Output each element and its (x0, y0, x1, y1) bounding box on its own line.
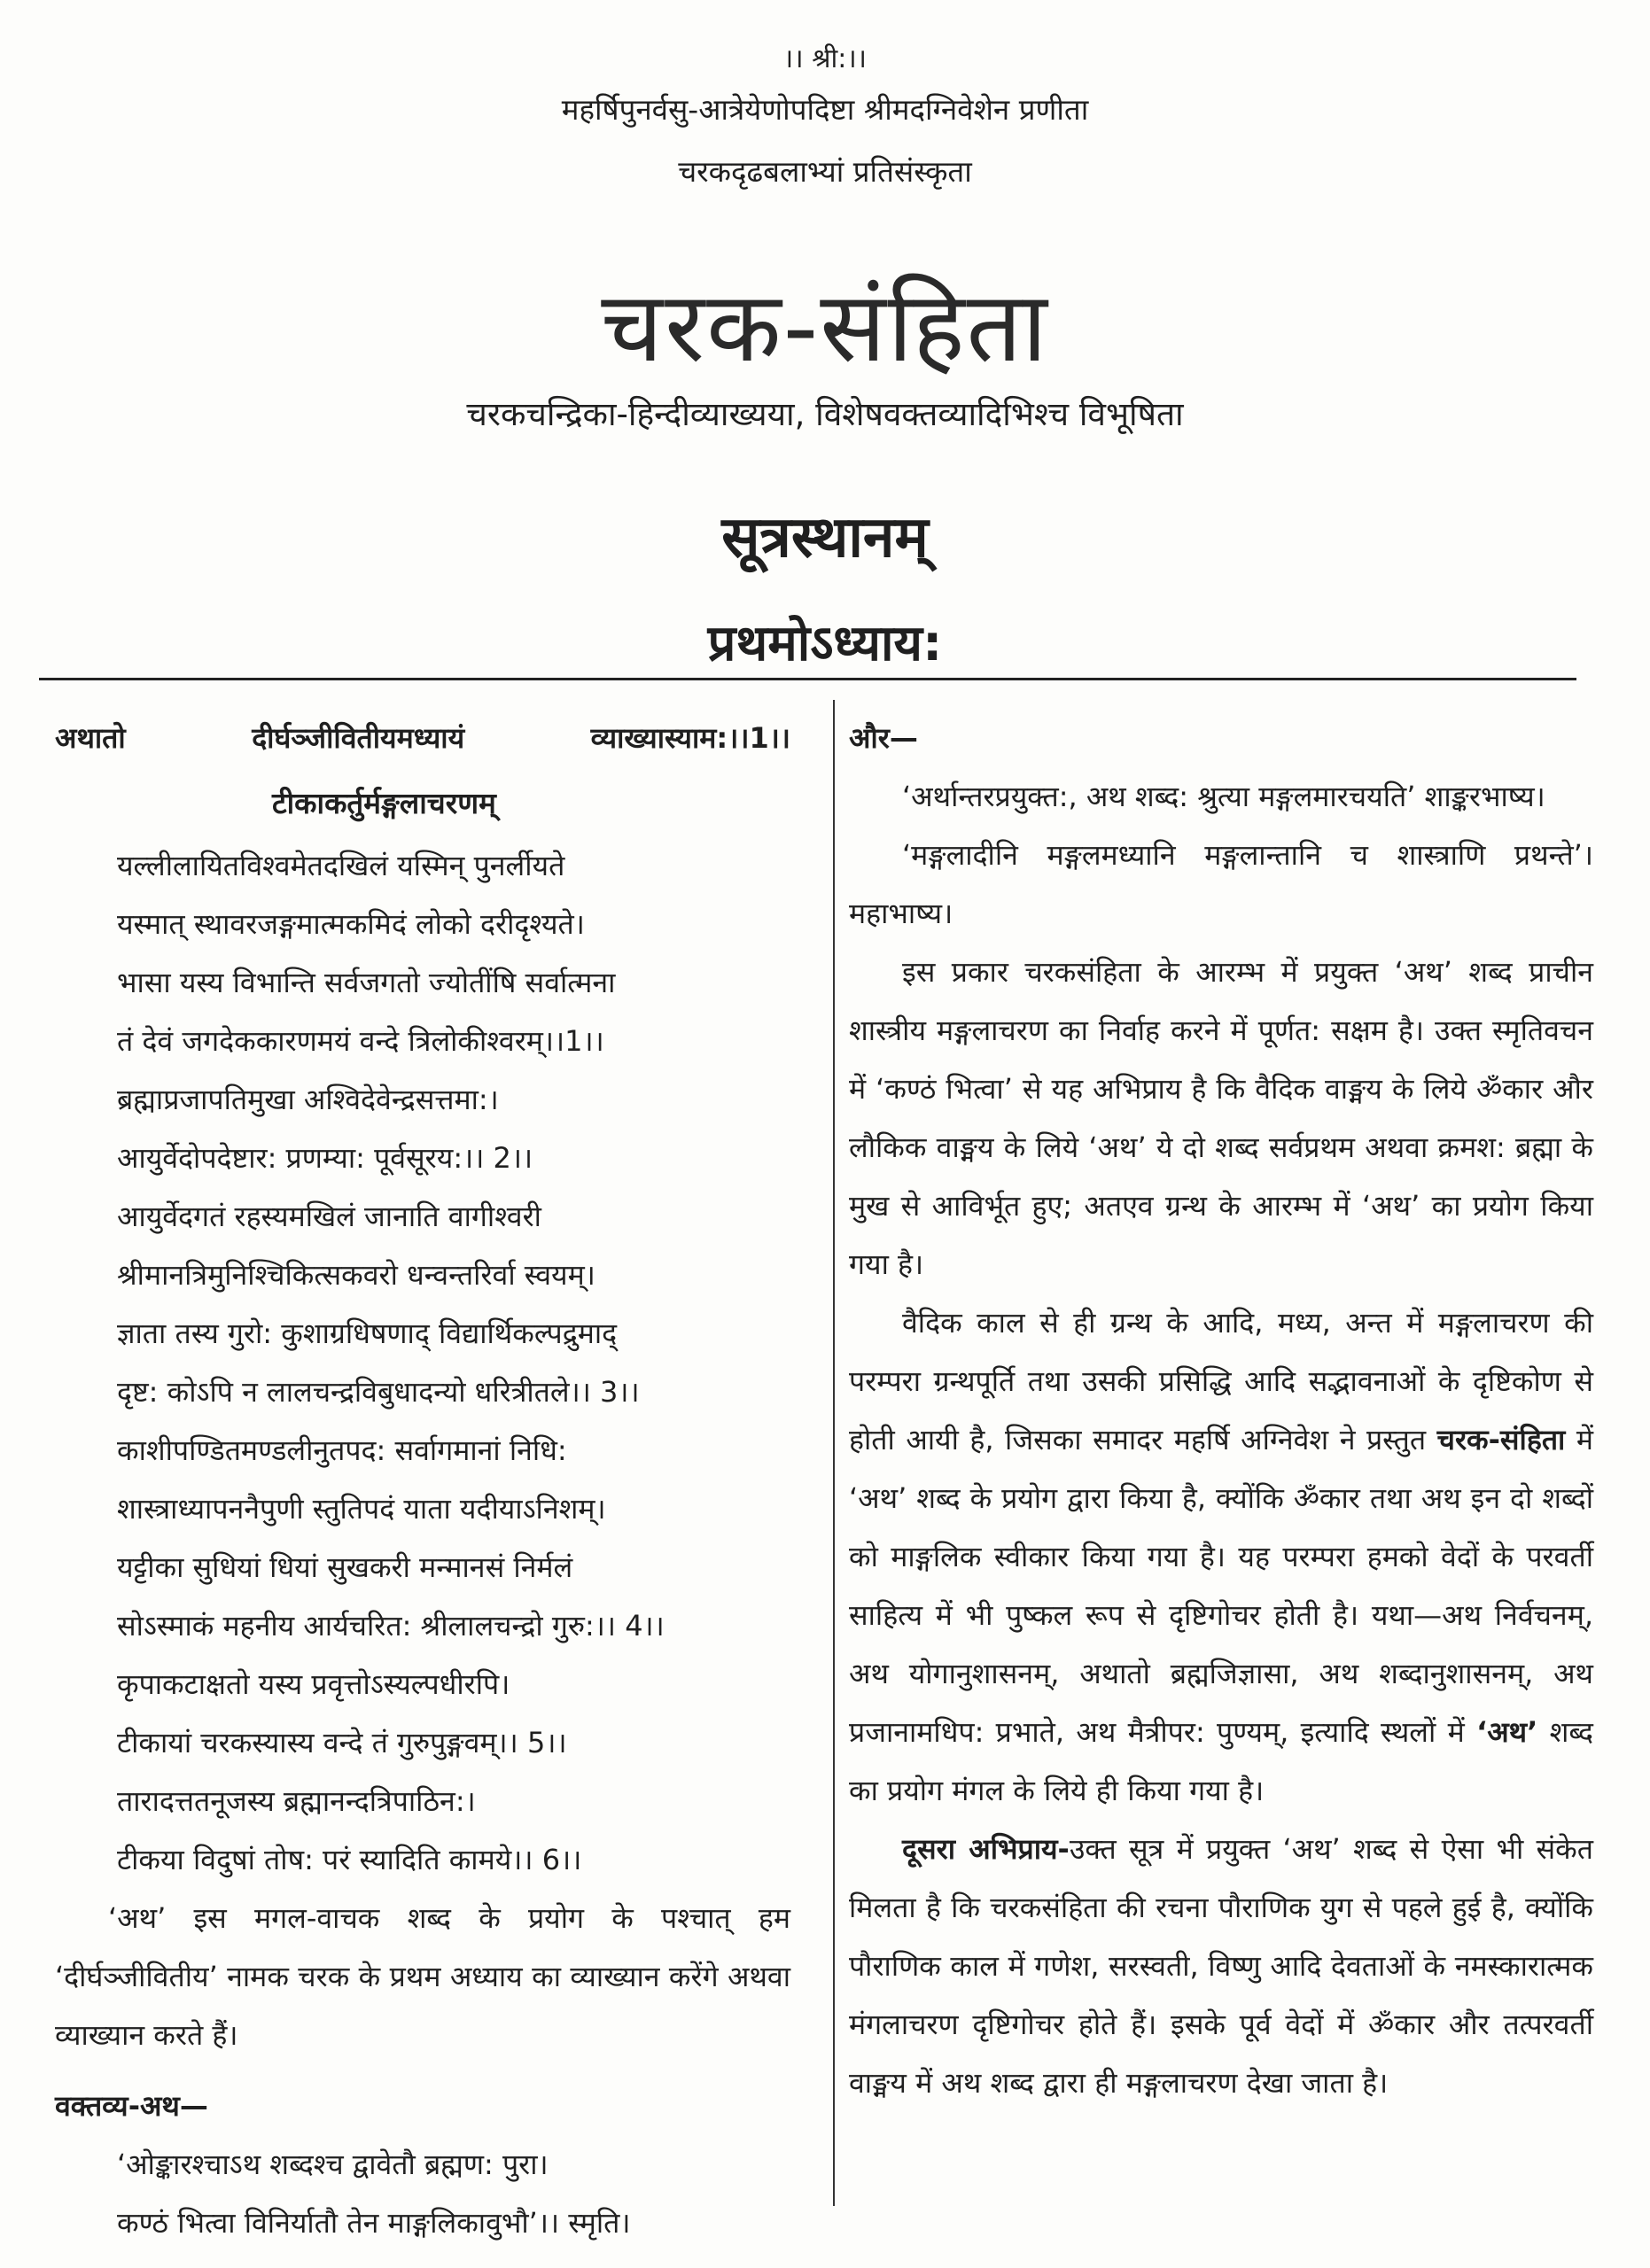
verse-line: आयुर्वेदोपदेष्टार: प्रणम्या: पूर्वसूरय:।। 2।। (117, 1141, 533, 1175)
commentary-line: चरकचन्द्रिका-हिन्दीव्याख्यया, विशेषवक्तव्यादिभिश्च विभूषिता (466, 395, 1184, 433)
paragraph-text: में ‘अथ’ शब्द के प्रयोग द्वारा किया है, क्योंकि ॐकार तथा अथ इन दो शब्दों को माङ्गलिक स्वीकार किया गया है। यह परम्परा हमको वेदों के परवर्ती साहित्य में भी पुष्कल रूप से दृष्टिगोचर होती है। यथा—अथ निर्वचनम्, अथ योगानुशासनम्, अथातो ब्रह्मजिज्ञासा, अथ शब्दानुशासनम्, अथ प्रजानामधिप: प्रभाते, अथ मैत्रीपर: पुण्यम्, इत्यादि स्थलों में (849, 1423, 1594, 1749)
redactor-line: चरकदृढबलाभ्यां प्रतिसंस्कृता (678, 154, 972, 189)
paragraph-second-meaning (849, 1820, 1593, 2112)
verse-line: काशीपण्डितमण्डलीनुतपद: सर्वागमानां निधि: (117, 1433, 567, 1467)
verse-line: यल्लीलायितविश्वमेतदखिलं यस्मिन् पुनर्लीयते (117, 849, 565, 882)
verse-line: कृपाकटाक्षतो यस्य प्रवृत्तोऽस्यल्पधीरपि। (117, 1667, 510, 1701)
left-column (55, 709, 790, 2252)
paragraph-atha-meaning: इस प्रकार चरकसंहिता के आरम्भ में प्रयुक्त ‘अथ’ शब्द प्राचीन शास्त्रीय मङ्गलाचरण का निर्वाह करने में पूर्णत: सक्षम है। उक्त स्मृतिवचन में ‘कण्ठं भित्वा’ से यह अभिप्राय है कि वैदिक वाङ्मय के लिये ॐकार और लौकिक वाङ्मय के लिये ‘अथ’ ये दो शब्द सर्वप्रथम अथवा क्रमश: ब्रह्मा के मुख से आविर्भूत हुए; अतएव ग्रन्थ के आरम्भ में ‘अथ’ का प्रयोग किया गया है। (849, 955, 1593, 1281)
verse-line: आयुर्वेदगतं रहस्यमखिलं जानाति वागीश्वरी (117, 1200, 541, 1233)
verse-line: सोऽस्माकं महनीय आर्यचरित: श्रीलालचन्द्रो गुरु:।। 4।। (117, 1609, 665, 1643)
invocation-verses (55, 836, 790, 1889)
verse-line: तारादत्ततनूजस्य ब्रह्मानन्दत्रिपाठिन:। (117, 1784, 476, 1818)
bold-book-name: चरक-संहिता (1436, 1423, 1566, 1456)
verse-line: दृष्ट: कोऽपि न लालचन्द्रविबुधादन्यो धरित्रीतले।। 3।। (117, 1375, 640, 1409)
smriti-line: कण्ठं भित्वा विनिर्यातौ तेन माङ्गलिकावुभौ’।। स्मृति। (117, 2206, 631, 2240)
sutra-word: व्याख्यास्याम:।।1।। (590, 721, 790, 755)
header-divider (39, 678, 1576, 680)
paragraph-text: वैदिक काल से ही ग्रन्थ के आदि, मध्य, अन्त में मङ्गलाचरण की परम्परा ग्रन्थपूर्ति तथा उसकी प्रसिद्धि आदि सद्भावनाओं के दृष्टिकोण से होती आयी है, जिसका समादर महर्षि अग्निवेश ने प्रस्तुत (849, 1306, 1593, 1456)
column-divider (833, 700, 835, 2206)
verse-line: यस्मात् स्थावरजङ्गमात्मकमिदं लोको दरीदृश्यते। (117, 907, 585, 941)
verse-line: यट्टीका सुधियां धियां सुखकरी मन्मानसं निर्मलं (117, 1550, 573, 1584)
mahabhashya-quote: ‘मङ्गलादीनि मङ्गलमध्यानि मङ्गलान्तानि च शास्त्राणि प्रथन्ते’। महाभाष्य। (849, 838, 1593, 930)
opening-sutra (55, 709, 790, 767)
verse-line: तं देवं जगदेककारणमयं वन्दे त्रिलोकीश्वरम्।।1।। (117, 1024, 604, 1058)
smriti-line: ‘ओङ्कारश्चाऽथ शब्दश्च द्वावेतौ ब्रह्मण: पुरा। (117, 2148, 549, 2181)
author-line: महर्षिपुनर्वसु-आत्रेयेणोपदिष्टा श्रीमदग्निवेशेन प्रणीता (561, 92, 1089, 127)
invocation-heading: टीकाकर्तुर्मङ्गलाचरणम् (272, 786, 496, 820)
verse-line: टीकया विदुषां तोष: परं स्यादिति कामये।। 6।। (117, 1843, 582, 1876)
second-meaning-label: दूसरा अभिप्राय- (902, 1832, 1070, 1866)
chapter-title: प्रथमोऽध्याय: (707, 615, 943, 672)
invocation-shri: ।। श्री:।। (782, 43, 868, 74)
bold-atha: ‘अथ’ (1476, 1715, 1538, 1749)
vaktavya-heading: वक्तव्य-अथ— (55, 2089, 208, 2123)
verse-line: शास्त्राध्यापननैपुणी स्तुतिपदं याता यदीयाऽनिशम्। (117, 1492, 606, 1526)
verse-line: श्रीमानत्रिमुनिश्चिकित्सकवरो धन्वन्तरिर्वा स्वयम्। (117, 1258, 595, 1292)
aur-label: और— (849, 721, 918, 755)
verse-line: ब्रह्माप्रजापतिमुखा अश्विदेवेन्द्रसत्तमा:। (117, 1083, 499, 1116)
verse-line: टीकायां चरकस्यास्य वन्दे तं गुरुपुङ्गवम्।। 5।। (117, 1726, 567, 1759)
right-column (849, 709, 1593, 2112)
sutra-word: अथातो (55, 721, 126, 755)
sutra-word: दीर्घञ्जीवितीयमध्यायं (252, 721, 465, 755)
verse-line: ज्ञाता तस्य गुरो: कुशाग्रधिषणाद् विद्यार्थिकल्पद्रुमाद् (117, 1317, 618, 1350)
paragraph-text: उक्त सूत्र में प्रयुक्त ‘अथ’ शब्द से ऐसा भी संकेत मिलता है कि चरकसंहिता की रचना पौराणिक युग से पहले हुई है, क्योंकि पौराणिक काल में गणेश, सरस्वती, विष्णु आदि देवताओं के नमस्कारात्मक मंगलाचरण दृष्टिगोचर होते हैं। इसके पूर्व वेदों में ॐकार और तत्परवर्ती वाङ्मय में अथ शब्द द्वारा ही मङ्गलाचरण देखा जाता है। (849, 1832, 1593, 2100)
explanation-paragraph: ‘अथ’ इस मगल-वाचक शब्द के प्रयोग के पश्चात् हम ‘दीर्घञ्जीवितीय’ नामक चरक के प्रथम अध्याय का व्याख्यान करेंगे अथवा व्याख्यान करते हैं। (55, 1901, 790, 2052)
book-title: चरक-संहिता (601, 270, 1049, 384)
shankara-quote: ‘अर्थान्तरप्रयुक्त:, अथ शब्द: श्रुत्या मङ्गलमारचयति’ शाङ्करभाष्य। (902, 780, 1545, 813)
paragraph-vedic-tradition (849, 1293, 1593, 1820)
verse-line: भासा यस्य विभान्ति सर्वजगतो ज्योतींषि सर्वात्मना (117, 966, 616, 999)
paragraph-text: शब्द का प्रयोग मंगल के लिये ही किया गया है। (849, 1715, 1594, 1807)
section-title: सूत्रस्थानम् (721, 505, 929, 571)
